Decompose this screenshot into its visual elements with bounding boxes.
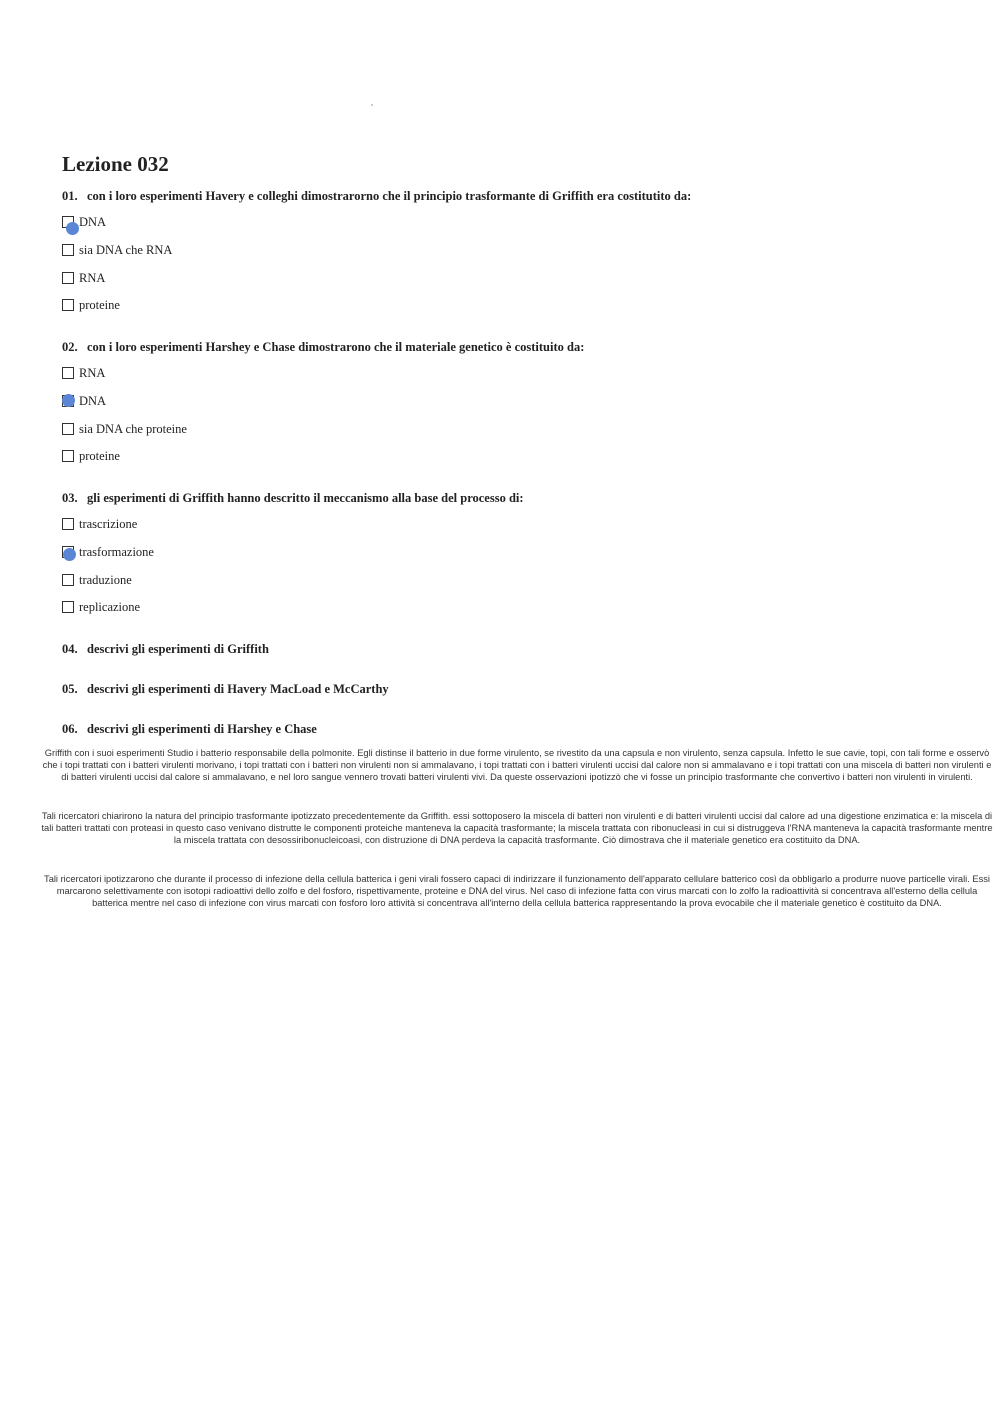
q03-option-4[interactable]	[62, 599, 140, 615]
option-label: RNA	[79, 271, 106, 285]
question-01	[62, 188, 691, 204]
question-text: con i loro esperimenti Havery e colleghi dimostrarorno che il principio trasformante di Griffith era costitutito da:	[87, 189, 692, 203]
selected-dot-icon	[66, 222, 79, 235]
q03-option-2[interactable]	[62, 544, 154, 560]
q02-option-2[interactable]	[62, 393, 106, 409]
option-label: traduzione	[79, 573, 132, 587]
checkbox[interactable]	[62, 272, 74, 284]
option-label: DNA	[79, 394, 107, 408]
selected-dot-icon	[62, 394, 75, 407]
q02-option-3[interactable]	[62, 421, 187, 437]
q02-option-4[interactable]	[62, 448, 120, 464]
checkbox[interactable]	[62, 423, 74, 435]
question-06	[62, 721, 317, 737]
lesson-title: Lezione 032	[62, 152, 169, 176]
q03-option-3[interactable]	[62, 572, 132, 588]
option-label: DNA	[79, 215, 107, 229]
option-label: trasformazione	[79, 545, 154, 559]
answer-paragraph-griffith: Griffith con i suoi esperimenti Studio i batterio responsabile della polmonite. Egli distinse il batterio in due forme virulento, se rivestito da una capsula e non virulento, senza capsula. Infetto le sue cavie, topi, con tali forme e osservò che i topi trattati con i batteri virulenti morivano, i topi trattati con i batteri non virulenti non si ammalavano, i topi trattati con i batteri virulenti uccisi dal calore non si ammalavano e i topi trattati con una miscela di batteri non virulenti e di batteri virulenti uccisi dal calore si ammalavano, e nel loro sangue vennero trovati batteri virulenti vivi. Da queste osservazioni ipotizzò che vi fosse un principio trasformante che convertivo i batteri non virulenti in virulenti.	[42, 748, 992, 782]
question-number: 02.	[62, 340, 78, 354]
q01-option-1[interactable]	[62, 214, 106, 230]
question-text: con i loro esperimenti Harshey e Chase dimostrarono che il materiale genetico è costituito da:	[87, 340, 585, 354]
page-dot-mark	[371, 104, 373, 106]
checkbox[interactable]	[62, 546, 74, 558]
answer-paragraph-harshey-chase: Tali ricercatori ipotizzarono che durante il processo di infezione della cellula batterica i geni virali fossero capaci di indirizzare il funzionamento dell'apparato cellulare batterico così da obbligarlo a produrre nuove particelle virali. Essi marcarono selettivamente con isotopi radioattivi dello zolfo e del fosforo, rispettivamente, proteine e DNA del virus. Nel caso di infezione fatta con virus marcati con lo zolfo la radioattività si concentrava all'esterno della cellula batterica mentre nel caso di infezione con virus marcati con fosforo loro attività si concentrava all'interno della cellula batterica rappresentando la prova evocabile che il materiale genetico è costituito da DNA.	[44, 874, 990, 908]
checkbox[interactable]	[62, 367, 74, 379]
question-text: descrivi gli esperimenti di Griffith	[87, 642, 269, 656]
checkbox[interactable]	[62, 395, 74, 407]
question-05	[62, 681, 389, 697]
question-number: 06.	[62, 722, 78, 736]
checkbox[interactable]	[62, 450, 74, 462]
q01-option-4[interactable]	[62, 297, 120, 313]
question-number: 01.	[62, 189, 78, 203]
checkbox[interactable]	[62, 574, 74, 586]
option-label: proteine	[79, 449, 120, 463]
q01-option-3[interactable]	[62, 270, 105, 286]
question-text: descrivi gli esperimenti di Harshey e Chase	[87, 722, 317, 736]
option-label: replicazione	[79, 600, 141, 614]
question-number: 04.	[62, 642, 78, 656]
selected-dot-icon	[63, 548, 76, 561]
option-label: RNA	[79, 366, 106, 380]
checkbox[interactable]	[62, 518, 74, 530]
answer-paragraph-havery: Tali ricercatori chiarirono la natura del principio trasformante ipotizzato precedentemente da Griffith. essi sottoposero la miscela di batteri non virulenti e di batteri virulenti uccisi dal calore ad una digestione enzimatica e: la miscela di tali batteri trattati con proteasi in questo caso venivano distrutte le componenti proteiche manteneva la capacità trasformante; la miscela trattata con ribonucleasi in cui si distruggeva l'RNA manteneva la capacità trasformante mentre la miscela trattata con desossiribonucleicoasi, con distruzione di DNA perdeva la capacità trasformante. Ciò dimostrava che il materiale genetico era costituito da DNA.	[41, 811, 993, 845]
q02-option-1[interactable]	[62, 365, 105, 381]
question-04	[62, 641, 269, 657]
question-number: 03.	[62, 491, 78, 505]
option-label: sia DNA che RNA	[79, 243, 173, 257]
checkbox[interactable]	[62, 216, 74, 228]
q01-option-2[interactable]	[62, 242, 172, 258]
question-text: gli esperimenti di Griffith hanno descritto il meccanismo alla base del processo di:	[87, 491, 524, 505]
question-number: 05.	[62, 682, 78, 696]
question-02	[62, 339, 584, 355]
checkbox[interactable]	[62, 601, 74, 613]
question-03	[62, 490, 524, 506]
checkbox[interactable]	[62, 244, 74, 256]
option-label: trascrizione	[79, 517, 138, 531]
q03-option-1[interactable]	[62, 516, 137, 532]
checkbox[interactable]	[62, 299, 74, 311]
option-label: sia DNA che proteine	[79, 422, 187, 436]
question-text: descrivi gli esperimenti di Havery MacLoad e McCarthy	[87, 682, 389, 696]
option-label: proteine	[79, 298, 120, 312]
